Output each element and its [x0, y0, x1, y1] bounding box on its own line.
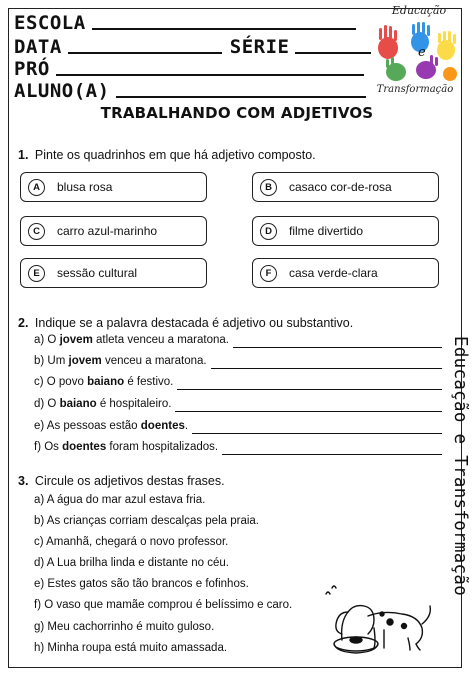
- data-line[interactable]: [68, 52, 222, 54]
- q2-item-text: f) Os: [34, 441, 63, 453]
- q3-sentence[interactable]: g) Meu cachorrinho é muito guloso.: [34, 621, 215, 633]
- data-label: DATA: [14, 36, 62, 58]
- educacao-logo: [366, 4, 464, 96]
- aluno-label: ALUNO(A): [14, 80, 110, 102]
- handprints-icon: [366, 4, 464, 96]
- side-watermark: [448, 336, 472, 656]
- pro-label: PRÓ: [14, 58, 50, 80]
- option-letter-d: D: [260, 223, 277, 240]
- q2-highlighted-word: jovem: [68, 355, 102, 367]
- q2-item-text: venceu a maratona.: [101, 355, 207, 367]
- header-data-row: [14, 36, 371, 58]
- q2-item-text: e) As pessoas estão: [34, 420, 141, 432]
- q3-sentence[interactable]: e) Estes gatos são tão brancos e fofinhos.: [34, 578, 249, 590]
- q3-text: Circule os adjetivos destas frases.: [34, 474, 225, 488]
- q2-item-text: c) O povo: [34, 376, 88, 388]
- logo-middle-text: e: [418, 45, 426, 60]
- q2-title: [18, 316, 353, 330]
- q2-item: [34, 441, 218, 453]
- worksheet-title: TRABALHANDO COM ADJETIVOS: [100, 104, 374, 122]
- q3-sentence[interactable]: d) A Lua brilha linda e distante no céu.: [34, 557, 230, 569]
- option-letter-b: B: [260, 179, 277, 196]
- answer-line[interactable]: [233, 347, 442, 348]
- q1-option-a[interactable]: [20, 172, 207, 202]
- q2-item-text: atleta venceu a maratona.: [92, 334, 229, 346]
- header-aluno-row: [14, 80, 366, 102]
- q2-highlighted-word: jovem: [59, 334, 93, 346]
- answer-line[interactable]: [211, 368, 442, 369]
- q1-text: Pinte os quadrinhos em que há adjetivo composto.: [34, 148, 316, 162]
- q1-option-e[interactable]: [20, 258, 207, 288]
- q1-option-f[interactable]: [252, 258, 439, 288]
- logo-bottom-text: Transformação: [376, 84, 454, 95]
- q2-item: [34, 420, 188, 432]
- dog-eating-icon: [318, 582, 438, 656]
- logo-top-text: Educação: [391, 4, 447, 17]
- q2-item-text: a) O: [34, 334, 60, 346]
- option-letter-f: F: [260, 265, 277, 282]
- serie-label: SÉRIE: [229, 36, 290, 58]
- side-text: Educação e Transformação: [450, 336, 470, 597]
- q2-highlighted-word: doentes: [140, 420, 185, 432]
- option-letter-e: E: [28, 265, 45, 282]
- q3-sentence[interactable]: f) O vaso que mamãe comprou é belíssimo e caro.: [34, 599, 293, 611]
- option-text-a: blusa rosa: [57, 180, 113, 194]
- q2-item-text: b) Um: [34, 355, 69, 367]
- pro-line[interactable]: [56, 74, 364, 76]
- q2-item-text: é hospitaleiro.: [96, 398, 172, 410]
- aluno-line[interactable]: [116, 96, 366, 98]
- q2-highlighted-word: baiano: [59, 398, 97, 410]
- option-text-c: carro azul-marinho: [57, 224, 158, 238]
- q2-item: [34, 334, 229, 346]
- option-letter-c: C: [28, 223, 45, 240]
- q2-text: Indique se a palavra destacada é adjetivo ou substantivo.: [34, 316, 354, 330]
- q1-option-d[interactable]: [252, 216, 439, 246]
- option-letter-a: A: [28, 179, 45, 196]
- serie-line[interactable]: [295, 52, 371, 54]
- escola-label: ESCOLA: [14, 12, 86, 34]
- q1-title: [18, 148, 316, 162]
- q3-sentence[interactable]: a) A água do mar azul estava fria.: [34, 494, 206, 506]
- option-text-f: casa verde-clara: [289, 266, 378, 280]
- q2-item-text: d) O: [34, 398, 60, 410]
- option-text-e: sessão cultural: [57, 266, 138, 280]
- option-text-b: casaco cor-de-rosa: [289, 180, 392, 194]
- q1-number: 1.: [18, 148, 29, 162]
- q2-highlighted-word: doentes: [62, 441, 107, 453]
- q2-item: [34, 376, 173, 388]
- q1-option-b[interactable]: [252, 172, 439, 202]
- answer-line[interactable]: [192, 433, 442, 434]
- q2-item: [34, 398, 171, 410]
- q2-item-text: é festivo.: [124, 376, 174, 388]
- q3-number: 3.: [18, 474, 29, 488]
- q3-sentence[interactable]: c) Amanhã, chegará o novo professor.: [34, 536, 229, 548]
- q2-item-text: .: [184, 420, 189, 432]
- answer-line[interactable]: [175, 411, 442, 412]
- header-escola-row: [14, 12, 356, 34]
- q3-sentence[interactable]: b) As crianças corriam descalças pela praia.: [34, 515, 259, 527]
- q2-number: 2.: [18, 316, 29, 330]
- option-text-d: filme divertido: [289, 224, 364, 238]
- answer-line[interactable]: [222, 454, 442, 455]
- q3-sentence[interactable]: h) Minha roupa está muito amassada.: [34, 642, 228, 654]
- q2-item: [34, 355, 207, 367]
- q1-option-c[interactable]: [20, 216, 207, 246]
- q2-item-text: foram hospitalizados.: [106, 441, 219, 453]
- header-pro-row: [14, 58, 364, 80]
- answer-line[interactable]: [177, 389, 442, 390]
- q2-highlighted-word: baiano: [87, 376, 125, 388]
- q3-title: [18, 474, 225, 488]
- escola-line[interactable]: [92, 28, 356, 30]
